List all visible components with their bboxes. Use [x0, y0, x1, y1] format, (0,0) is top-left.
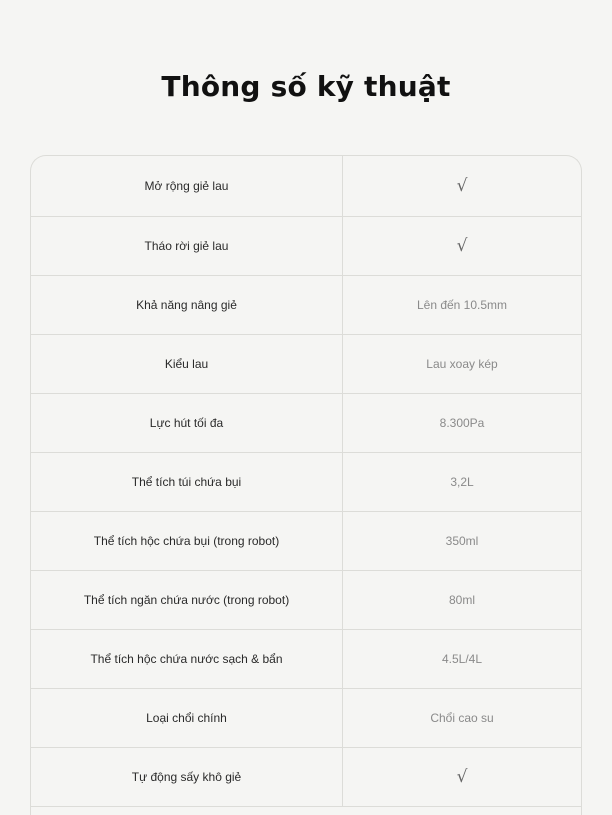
- spec-label: Thể tích túi chứa bụi: [31, 453, 343, 511]
- spec-value: 8.300Pa: [439, 416, 485, 430]
- spec-row: [31, 748, 581, 807]
- spec-value: 350ml: [445, 534, 479, 548]
- spec-row: [31, 156, 581, 217]
- spec-value: 4.5L/4L: [441, 652, 483, 666]
- spec-value: 3,2L: [450, 475, 474, 489]
- spec-label: Khả năng nâng giẻ: [31, 276, 343, 334]
- spec-row: [31, 630, 581, 689]
- spec-row: [31, 689, 581, 748]
- spec-label: Mở rộng giẻ lau: [31, 156, 343, 216]
- spec-row: [31, 217, 581, 276]
- page-title: Thông số kỹ thuật: [161, 70, 451, 103]
- spec-value: Lên đến 10.5mm: [416, 298, 508, 312]
- spec-value: Chổi cao su: [430, 711, 494, 725]
- spec-label: Tự động sấy khô giẻ: [31, 748, 343, 806]
- spec-label: Lực hút tối đa: [31, 394, 343, 452]
- spec-label: Loại chổi chính: [31, 689, 343, 747]
- check-icon: √: [456, 176, 468, 196]
- spec-label: Thể tích ngăn chứa nước (trong robot): [31, 571, 343, 629]
- spec-row: [31, 394, 581, 453]
- spec-label: Tháo rời giẻ lau: [31, 217, 343, 275]
- spec-row: [31, 571, 581, 630]
- spec-table: [30, 155, 582, 815]
- spec-row: [31, 453, 581, 512]
- spec-row: [31, 335, 581, 394]
- check-icon: √: [456, 767, 468, 787]
- spec-label: Kiểu lau: [31, 335, 343, 393]
- spec-row: [31, 276, 581, 335]
- spec-value: 80ml: [448, 593, 475, 607]
- spec-label: Thể tích hộc chứa nước sạch & bẩn: [31, 630, 343, 688]
- spec-value: Lau xoay kép: [426, 357, 498, 371]
- spec-row: [31, 512, 581, 571]
- spec-label: Thể tích hộc chứa bụi (trong robot): [31, 512, 343, 570]
- check-icon: √: [456, 236, 468, 256]
